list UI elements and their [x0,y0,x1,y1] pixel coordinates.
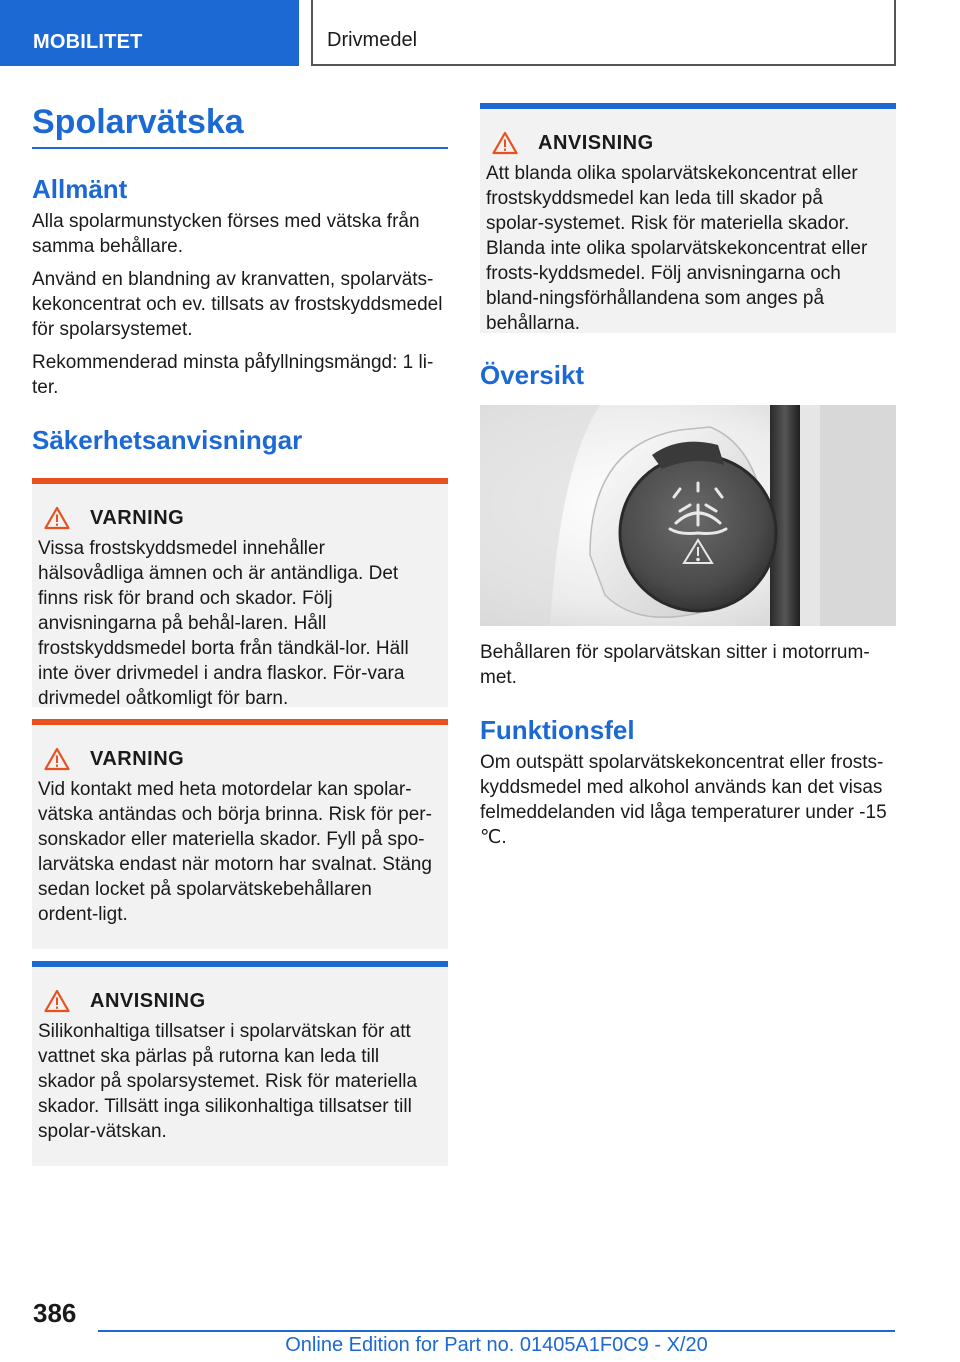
paragraph-general-1: Alla spolarmunstycken förses med vätska från samma behållare. [32,211,420,257]
chapter-tab: Drivmedel [311,0,896,66]
notice-text: Vissa frostskyddsmedel innehåller hälsovådliga ämnen och är antändliga. Det finns risk för brand och skador. Följ anvisningarna på behål-laren. Håll frostskyddsmedel borta från tändkäl-lor. Häll inte över drivmedel i andra flaskor. För-vara drivmedel oåtkomligt för barn. [38,538,409,709]
heading-overview: Översikt [480,360,585,390]
heading-safety: Säkerhetsanvisningar [32,425,303,455]
paragraph-general-3: Rekommenderad minsta påfyllningsmängd: 1 li-ter. [32,352,434,398]
section-tab: MOBILITET [0,0,299,66]
warning-triangle-icon [44,747,70,771]
paragraph-general-2: Använd en blandning av kranvatten, spolarväts-kekoncentrat och ev. tillsats av frostskyddsmedel för spolarsystemet. [32,269,443,340]
page-title: Spolarvätska [32,103,244,141]
notice-title: ANVISNING [538,131,654,154]
heading-general: Allmänt [32,174,128,204]
warning-triangle-icon [44,506,70,530]
warning-notice-2 [32,719,448,949]
footer-edition: Online Edition for Part no. 01405A1F0C9 - X/20 [285,1334,708,1356]
washer-reservoir-illustration [480,405,896,626]
info-notice-2 [480,103,896,333]
notice-title: VARNING [90,506,185,529]
info-notice-1 [32,961,448,1166]
heading-malfunction: Funktionsfel [480,715,635,745]
photo-caption: Behållaren för spolarvätskan sitter i motorrum-met. [480,642,870,688]
page-header [0,0,960,66]
notice-text: Silikonhaltiga tillsatser i spolarvätskan för att vattnet ska pärlas på rutorna kan leda till skador på spolarsystemet. Risk för materiella skador. Tillsätt inga silikonhaltiga tillsatser till spolar-vätskan. [38,1021,418,1142]
title-rule [32,147,448,149]
notice-title: VARNING [90,747,185,770]
notice-text: Att blanda olika spolarvätskekoncentrat eller frostskyddsmedel kan leda till skador på spolar-systemet. Risk för materiella skador. Blanda inte olika spolarvätskekoncentrat eller frosts-kyddsmedel. Följ anvisningarna och bland-ningsförhållandena som anges på behållarna. [486,163,868,334]
washer-reservoir-photo [480,405,896,626]
warning-triangle-icon [44,989,70,1013]
warning-notice-1 [32,478,448,707]
right-column [480,103,896,850]
notice-title: ANVISNING [90,989,206,1012]
footer-rule [98,1330,895,1332]
page-number: 386 [33,1298,77,1328]
warning-triangle-icon [492,131,518,155]
paragraph-malfunction: Om outspätt spolarvätskekoncentrat eller frosts-kyddsmedel med alkohol används kan det visas felmeddelanden vid låga temperaturer under -15 ℃. [480,752,887,848]
left-column [32,100,448,1166]
notice-text: Vid kontakt med heta motordelar kan spolar-vätska antändas och börja brinna. Risk för per-sonskador eller materiella skador. Fyll på spo-larvätska endast när motorn har svalnat. Stäng sedan locket på spolarvätskebehållaren ordent-ligt. [38,779,432,925]
